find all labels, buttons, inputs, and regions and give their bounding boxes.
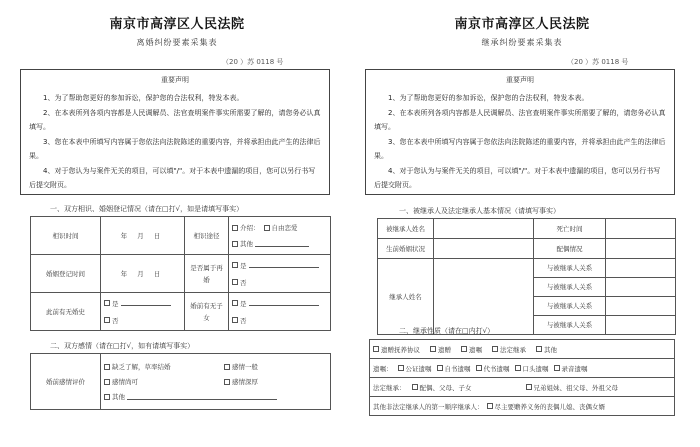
notice-paragraph-4: 4、对于您认为与案件无关的项目，可以填"/"。对于本表中遗漏的项目，您可以另行书写后提交附页。 <box>374 166 661 189</box>
section1-title: 一、双方相识、婚姻登记情况（请在□打√，如是请填写事实） <box>50 205 244 213</box>
feelings-options <box>101 354 331 410</box>
checkbox-icon[interactable] <box>232 300 238 306</box>
opt-holographic-will[interactable]: 自书遗嘱 <box>437 364 471 373</box>
court-title: 南京市高淳区人民法院 <box>454 17 590 32</box>
notice-title: 重要声明 <box>161 76 189 84</box>
statutory-label: 法定继承： <box>373 383 406 392</box>
checkbox-icon[interactable] <box>412 384 418 390</box>
opt-yes[interactable]: 是 <box>104 299 181 308</box>
opt-first-order[interactable]: 配偶、父母、子女 <box>412 383 520 392</box>
marital-status-label: 生前婚姻状况 <box>378 239 434 259</box>
checkbox-icon[interactable] <box>515 365 521 371</box>
heirs-table <box>377 218 676 335</box>
opt-statutory[interactable]: 法定继承 <box>492 345 526 354</box>
inheritance-form-page <box>357 0 687 447</box>
marriage-date-field[interactable]: 年 月 日 <box>101 255 185 293</box>
opt-average[interactable]: 感情一般 <box>224 362 258 371</box>
remarried-label: 是否属于再婚 <box>185 255 229 293</box>
important-notice <box>365 69 675 195</box>
checkbox-icon[interactable] <box>487 403 493 409</box>
children-label: 婚前有无子女 <box>185 293 229 331</box>
type-row-4 <box>370 397 675 416</box>
checkbox-icon[interactable] <box>232 225 238 231</box>
prior-marriage-label: 此前有无婚史 <box>31 293 101 331</box>
section2-title: 二、双方感情（请在□打√，如有请填写事实） <box>50 342 195 350</box>
opt-proxy-will[interactable]: 代书遗嘱 <box>476 364 510 373</box>
relation-field[interactable] <box>606 297 676 316</box>
non-statutory-label: 其他非法定继承人的第一顺序继承人： <box>373 402 484 411</box>
checkbox-icon[interactable] <box>104 364 110 370</box>
case-number: （20 ）苏 0118 号 <box>222 58 284 66</box>
checkbox-icon[interactable] <box>232 241 238 247</box>
relation-field[interactable] <box>606 278 676 297</box>
checkbox-icon[interactable] <box>536 346 542 352</box>
checkbox-icon[interactable] <box>437 365 443 371</box>
opt-introduced[interactable]: 介绍： <box>232 223 260 232</box>
heirs-name-label: 继承人姓名 <box>378 259 434 335</box>
relation-field[interactable] <box>606 259 676 278</box>
notice-paragraph-2: 2、在本表所列各项内容都是人民调解员、法官查明案件事实所需要了解的，请您务必认真填写。 <box>29 108 321 131</box>
opt-bequest[interactable]: 遗赠 <box>430 345 451 354</box>
checkbox-icon[interactable] <box>104 300 110 306</box>
marital-status-field[interactable] <box>434 239 534 259</box>
marriage-time-label: 婚姻登记时间 <box>31 255 101 293</box>
opt-support-agreement[interactable]: 遗赠抚养协议 <box>373 345 420 354</box>
case-number: （20 ）苏 0118 号 <box>567 58 629 66</box>
notice-title: 重要声明 <box>506 76 534 84</box>
checkbox-icon[interactable] <box>430 346 436 352</box>
opt-widowed-in-law[interactable]: 尽主要赡养义务的丧偶儿媳、丧偶女婿 <box>487 402 606 411</box>
decedent-name-label: 被继承人姓名 <box>378 219 434 239</box>
decedent-name-field[interactable] <box>434 219 534 239</box>
checkbox-icon[interactable] <box>476 365 482 371</box>
checkbox-icon[interactable] <box>398 365 404 371</box>
checkbox-icon[interactable] <box>232 317 238 323</box>
opt-recorded-will[interactable]: 录音遗嘱 <box>554 364 588 373</box>
court-title: 南京市高淳区人民法院 <box>109 17 245 32</box>
checkbox-icon[interactable] <box>461 346 467 352</box>
remarried-options <box>229 255 331 293</box>
opt-other[interactable]: 其他 <box>232 239 327 248</box>
notice-paragraph-4: 4、对于您认为与案件无关的项目，可以填"/"。对于本表中遗漏的项目，您可以另行书写后提交附页。 <box>29 166 316 189</box>
opt-second-order[interactable]: 兄弟姐妹、祖父母、外祖父母 <box>526 383 619 392</box>
met-date-field[interactable]: 年 月 日 <box>101 217 185 255</box>
form-title: 继承纠纷要素采集表 <box>481 38 563 47</box>
inheritance-type-table <box>369 339 675 416</box>
checkbox-icon[interactable] <box>373 346 379 352</box>
opt-free-love[interactable]: 自由恋爱 <box>264 223 298 232</box>
opt-no[interactable]: 否 <box>104 316 181 325</box>
fill-line[interactable] <box>127 394 277 400</box>
prior-marriage-options <box>101 293 185 331</box>
section1-title: 一、被继承人及法定继承人基本情况（请填写事实） <box>399 207 560 215</box>
opt-yes[interactable]: 是 <box>232 299 327 308</box>
checkbox-icon[interactable] <box>104 394 110 400</box>
relation-label: 与被继承人关系 <box>534 316 606 335</box>
met-time-label: 相识时间 <box>31 217 101 255</box>
opt-no[interactable]: 否 <box>232 316 327 325</box>
met-way-label: 相识途径 <box>185 217 229 255</box>
children-options <box>229 293 331 331</box>
marriage-info-table <box>30 216 331 331</box>
opt-hasty[interactable]: 缺乏了解，草率结婚 <box>104 362 224 371</box>
relation-field[interactable] <box>606 316 676 335</box>
opt-no[interactable]: 否 <box>232 278 327 287</box>
checkbox-icon[interactable] <box>224 364 230 370</box>
checkbox-icon[interactable] <box>224 379 230 385</box>
feelings-table <box>30 353 331 410</box>
fill-line[interactable] <box>249 262 319 268</box>
opt-other[interactable]: 其他 <box>104 392 327 401</box>
fill-line[interactable] <box>255 241 309 247</box>
opt-yes[interactable]: 是 <box>232 261 327 270</box>
opt-will[interactable]: 遗嘱 <box>461 345 482 354</box>
fill-line[interactable] <box>121 300 171 306</box>
opt-other[interactable]: 其他 <box>536 345 557 354</box>
important-notice <box>20 69 330 195</box>
checkbox-icon[interactable] <box>526 384 532 390</box>
spouse-label: 配偶情况 <box>534 239 606 259</box>
notice-paragraph-1: 1、为了帮助您更好的参加诉讼，保护您的合法权利，特发本表。 <box>388 94 589 102</box>
fill-line[interactable] <box>249 300 319 306</box>
checkbox-icon[interactable] <box>554 365 560 371</box>
checkbox-icon[interactable] <box>104 379 110 385</box>
divorce-form-page <box>12 0 342 447</box>
notice-paragraph-1: 1、为了帮助您更好的参加诉讼，保护您的合法权利，特发本表。 <box>43 94 244 102</box>
opt-oral-will[interactable]: 口头遗嘱 <box>515 364 549 373</box>
opt-deep[interactable]: 感情深厚 <box>224 377 258 386</box>
type-row-2 <box>370 359 675 378</box>
opt-notarized-will[interactable]: 公证遗嘱 <box>398 364 432 373</box>
death-time-field[interactable] <box>606 219 676 239</box>
heirs-name-field[interactable] <box>434 259 534 335</box>
feelings-label: 婚前感情评价 <box>31 354 101 410</box>
checkbox-icon[interactable] <box>104 317 110 323</box>
notice-paragraph-3: 3、您在本表中所填写内容属于您依法向法院陈述的重要内容，并将承担由此产生的法律后果。 <box>374 137 666 160</box>
notice-paragraph-2: 2、在本表所列各项内容都是人民调解员、法官查明案件事实所需要了解的，请您务必认真填写。 <box>374 108 666 131</box>
form-title: 离婚纠纷要素采集表 <box>136 38 218 47</box>
checkbox-icon[interactable] <box>264 225 270 231</box>
will-label: 遗嘱： <box>373 364 393 373</box>
relation-label: 与被继承人关系 <box>534 297 606 316</box>
opt-fair[interactable]: 感情尚可 <box>104 377 224 386</box>
section2-title: 二、继承性质（请在□内打√） <box>399 327 495 335</box>
type-row-1 <box>370 340 675 359</box>
spouse-field[interactable] <box>606 239 676 259</box>
checkbox-icon[interactable] <box>492 346 498 352</box>
checkbox-icon[interactable] <box>232 279 238 285</box>
relation-label: 与被继承人关系 <box>534 259 606 278</box>
notice-paragraph-3: 3、您在本表中所填写内容属于您依法向法院陈述的重要内容，并将承担由此产生的法律后果。 <box>29 137 321 160</box>
met-way-options <box>229 217 331 255</box>
type-row-3 <box>370 378 675 397</box>
death-time-label: 死亡时间 <box>534 219 606 239</box>
relation-label: 与被继承人关系 <box>534 278 606 297</box>
checkbox-icon[interactable] <box>232 262 238 268</box>
